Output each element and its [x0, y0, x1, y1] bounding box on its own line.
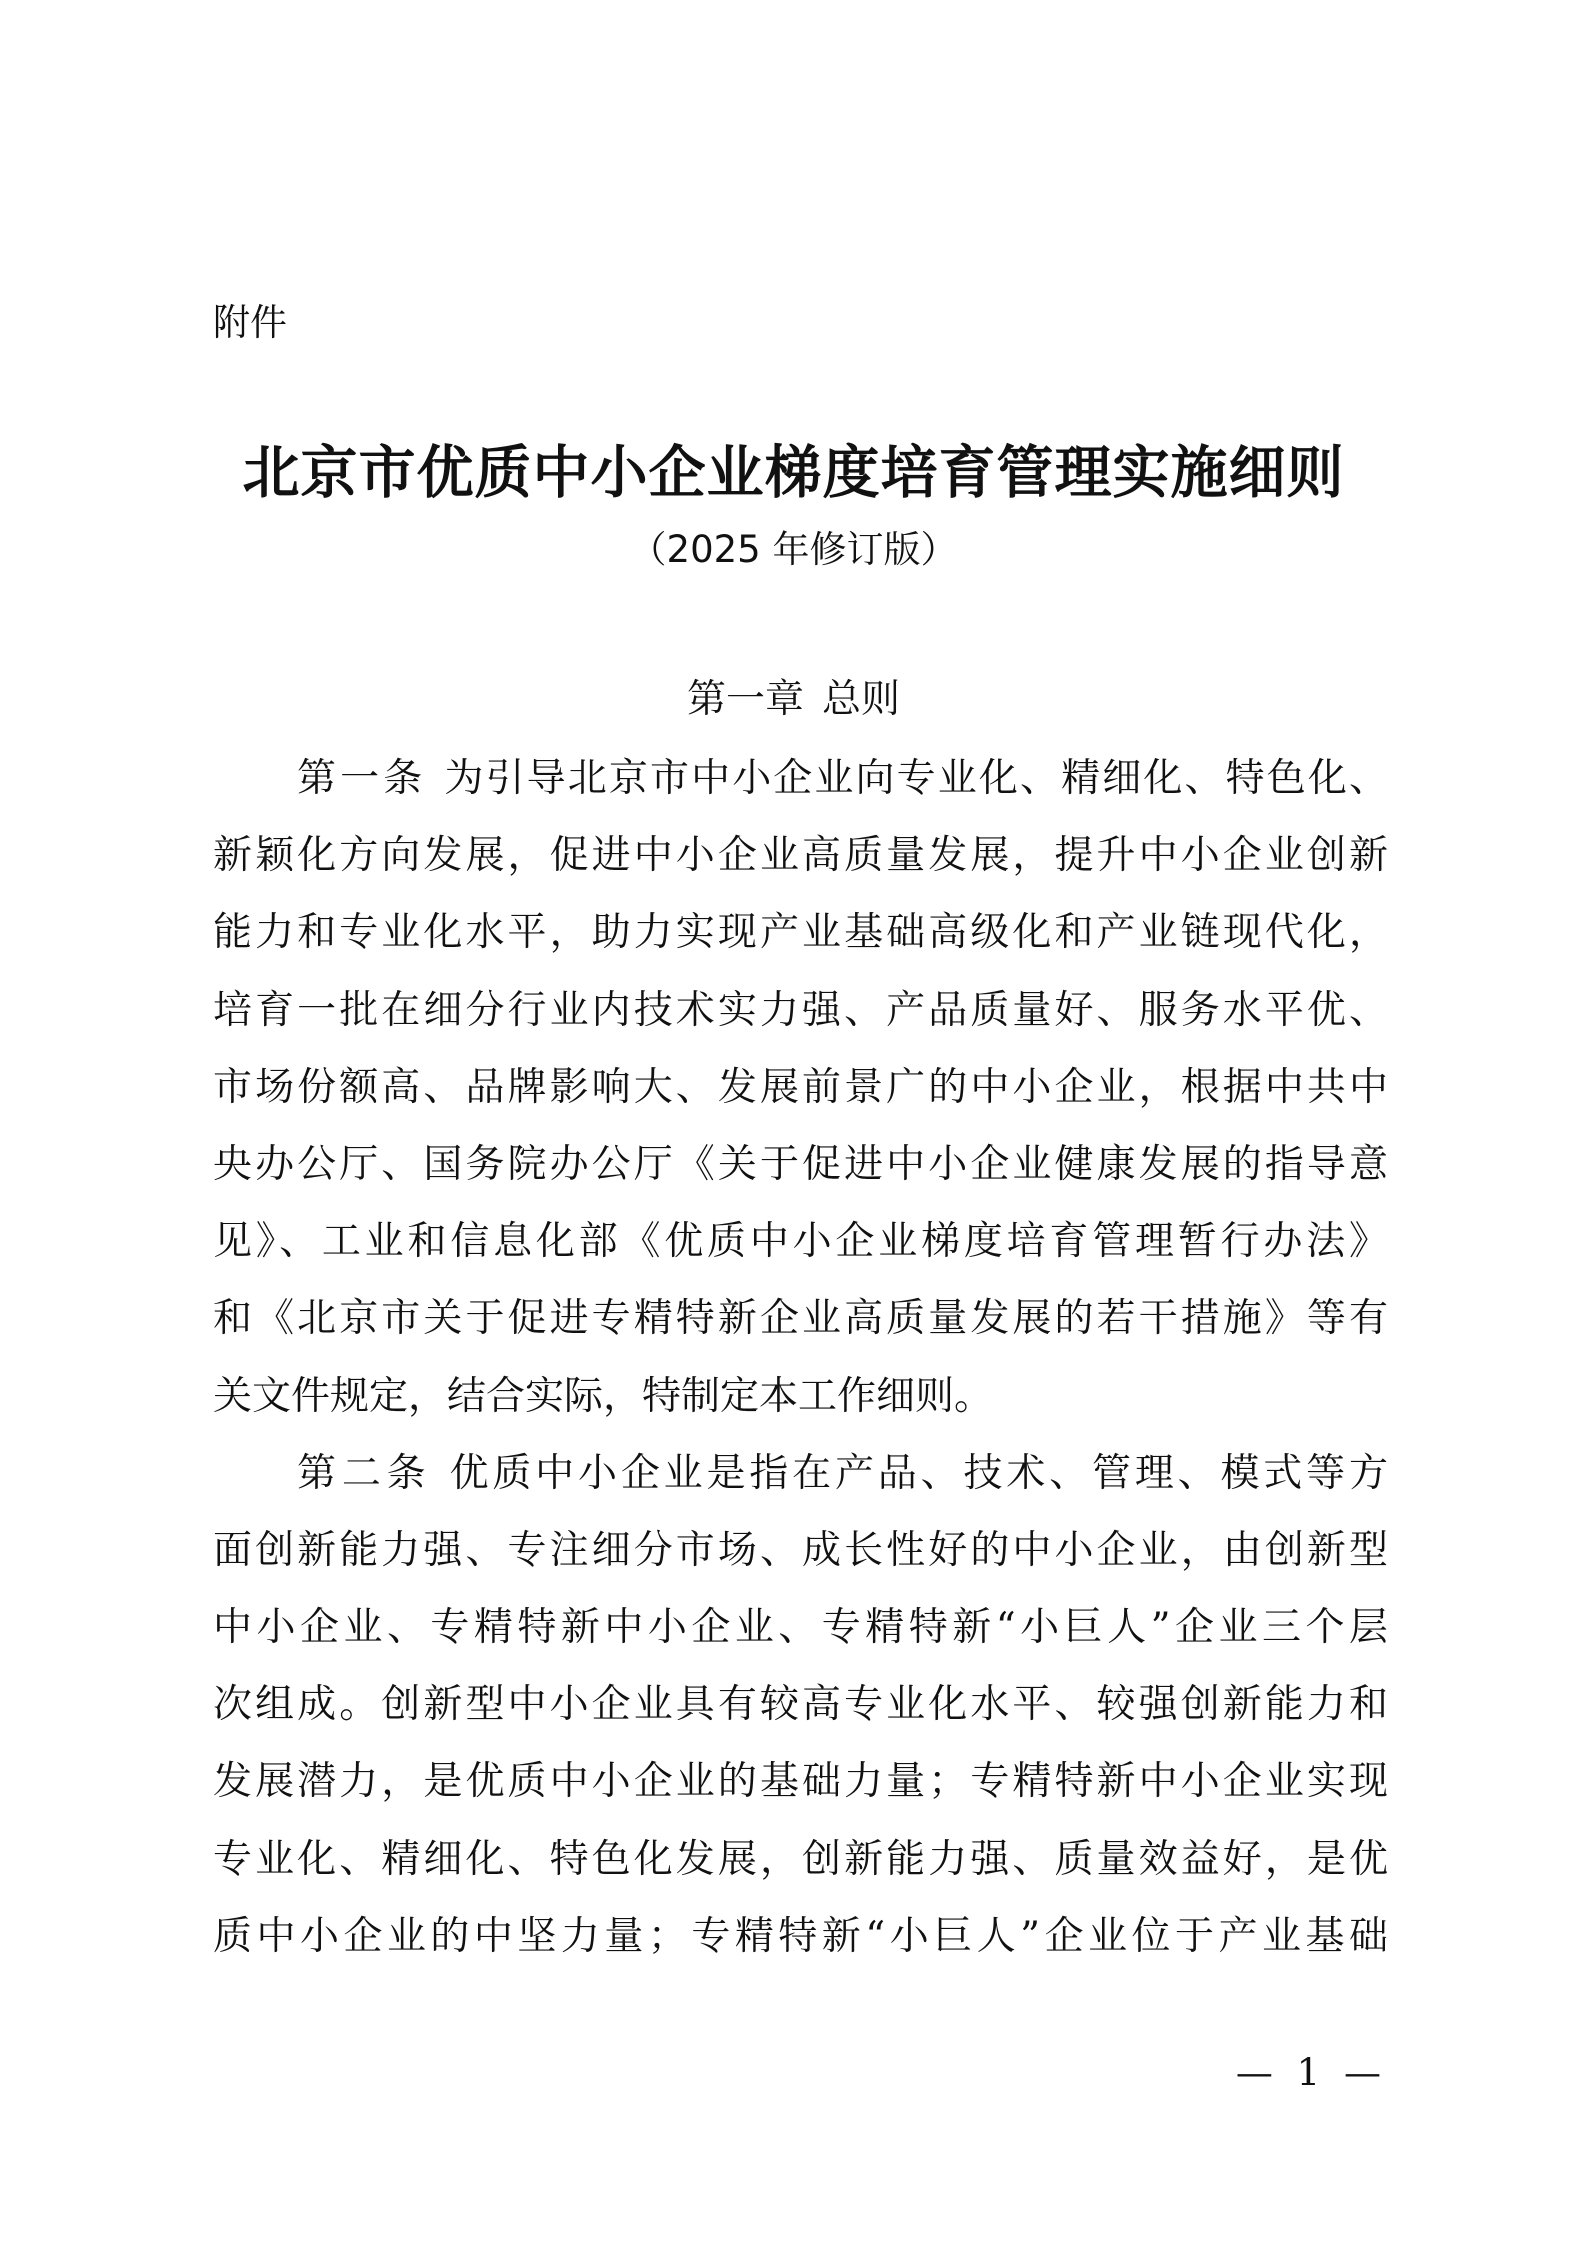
article-2-line: 中小企业、专精特新中小企业、专精特新“小巨人”企业三个层	[213, 1605, 1388, 1651]
article-2-first-line	[213, 1435, 1388, 1512]
article-1-line: 见》、工业和信息化部《优质中小企业梯度培育管理暂行办法》	[213, 1219, 1388, 1265]
attachment-label: 附件	[213, 301, 287, 344]
article-2-line: 次组成。创新型中小企业具有较高专业化水平、较强创新能力和	[213, 1682, 1388, 1728]
article-2-line: 质中小企业的中坚力量；专精特新“小巨人”企业位于产业基础	[213, 1913, 1388, 1959]
article-2-first-line-text: 优质中小企业是指在产品、技术、管理、模式等方	[449, 1450, 1388, 1496]
page-number: — 1 —	[1235, 2051, 1387, 2094]
article-1-line: 和《北京市关于促进专精特新企业高质量发展的若干措施》等有	[213, 1296, 1388, 1342]
article-1-line: 市场份额高、品牌影响大、发展前景广的中小企业，根据中共中	[213, 1064, 1388, 1110]
article-2-line: 专业化、精细化、特色化发展，创新能力强、质量效益好，是优	[213, 1836, 1388, 1882]
article-1-first-line-text: 为引导北京市中小企业向专业化、精细化、特色化、	[444, 756, 1388, 801]
article-1-line: 新颖化方向发展，促进中小企业高质量发展，提升中小企业创新	[213, 833, 1388, 879]
chapter-heading	[0, 672, 1587, 728]
chapter-number: 第一章	[686, 677, 804, 722]
article-1-line: 培育一批在细分行业内技术实力强、产品质量好、服务水平优、	[213, 987, 1388, 1033]
article-1-first-line	[213, 740, 1388, 817]
article-2-line: 发展潜力，是优质中小企业的基础力量；专精特新中小企业实现	[213, 1759, 1388, 1805]
article-2-label: 第二条	[297, 1450, 432, 1496]
article-1-label: 第一条	[297, 756, 427, 801]
document-title: 北京市优质中小企业梯度培育管理实施细则	[242, 439, 1345, 506]
article-2-line: 面创新能力强、专注细分市场、成长性好的中小企业，由创新型	[213, 1527, 1388, 1573]
article-1-line: 关文件规定，结合实际，特制定本工作细则。	[213, 1373, 994, 1419]
article-1-line: 央办公厅、国务院办公厅《关于促进中小企业健康发展的指导意	[213, 1141, 1388, 1187]
body-text	[213, 740, 1388, 1975]
document-subtitle: （2025 年修订版）	[629, 528, 958, 571]
chapter-name: 总则	[822, 677, 901, 722]
article-1-line: 能力和专业化水平，助力实现产业基础高级化和产业链现代化，	[213, 910, 1388, 956]
